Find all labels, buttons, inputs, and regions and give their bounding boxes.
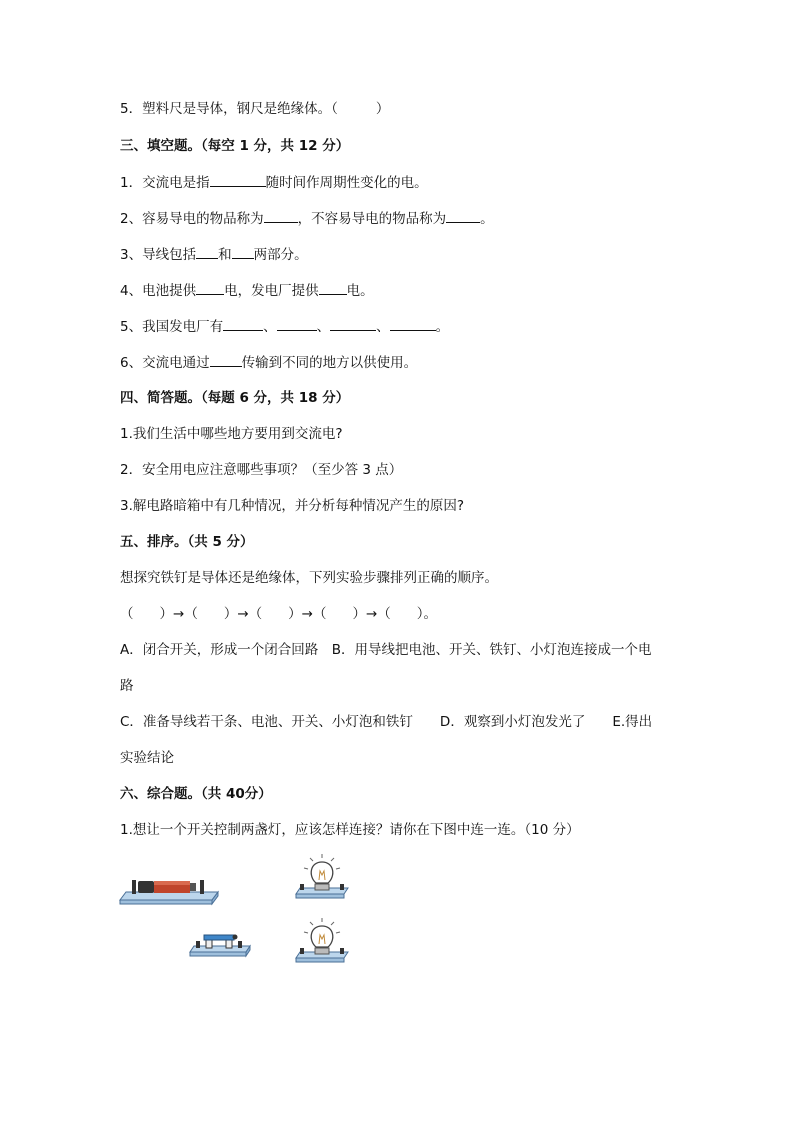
answer-blank[interactable]: [196, 245, 218, 259]
order-option-cde: C．准备导线若干条、电池、开关、小灯泡和铁钉 D．观察到小灯泡发光了 E.得出: [120, 714, 653, 730]
answer-blank[interactable]: [277, 317, 317, 331]
section-title: 三、填空题。: [120, 138, 201, 154]
section-6-heading: [120, 785, 272, 803]
knife-switch-icon[interactable]: [188, 926, 252, 960]
short-answer-1: 1.我们生活中哪些地方要用到交流电?: [120, 426, 343, 442]
light-bulb-icon[interactable]: [292, 852, 352, 902]
short-answer-2: 2．安全用电应注意哪些事项？（至少答 3 点）: [120, 462, 403, 478]
answer-blank[interactable]: [264, 209, 298, 223]
answer-blank[interactable]: [330, 317, 376, 331]
answer-blank[interactable]: [390, 317, 436, 331]
light-bulb-icon[interactable]: [292, 916, 352, 966]
answer-blank[interactable]: [210, 353, 242, 367]
battery-on-base-icon[interactable]: [118, 868, 222, 908]
section-score: （共 5 分）: [187, 534, 254, 550]
comprehensive-question-1: 1.想让一个开关控制两盏灯，应该怎样连接？请你在下图中连一连。（10 分）: [120, 822, 580, 838]
fill-question-6: 6、交流电通过 传输到不同的地方以供使用。: [120, 355, 418, 371]
order-option-cde-cont: 实验结论: [120, 750, 174, 766]
answer-blank[interactable]: [223, 317, 263, 331]
answer-blank[interactable]: [210, 173, 266, 187]
answer-blank[interactable]: [196, 281, 224, 295]
section-title: 四、简答题。: [120, 390, 201, 406]
section-title: 五、排序。: [120, 534, 188, 550]
order-option-ab-cont: 路: [120, 678, 134, 694]
judge-question-5: 5．塑料尺是导体，钢尺是绝缘体。（ ）: [120, 101, 390, 117]
section-5-heading: [120, 533, 254, 551]
section-4-heading: [120, 389, 349, 407]
fill-question-3: 3、导线包括 和 两部分。: [120, 247, 308, 263]
section-score: （每空 1 分，共 12 分）: [201, 138, 350, 154]
order-answer-row: （ ）→（ ）→（ ）→（ ）→（ ）。: [120, 606, 437, 622]
answer-blank[interactable]: [319, 281, 347, 295]
fill-question-5: 5、我国发电厂有 、 、 、 。: [120, 319, 450, 335]
section-score: （每题 6 分，共 18 分）: [201, 390, 350, 406]
answer-blank[interactable]: [446, 209, 480, 223]
section-3-heading: [120, 137, 349, 155]
order-prompt: 想探究铁钉是导体还是绝缘体，下列实验步骤排列正确的顺序。: [120, 570, 498, 586]
section-title: 六、综合题。: [120, 786, 201, 802]
short-answer-3: 3.解电路暗箱中有几种情况，并分析每种情况产生的原因?: [120, 498, 465, 514]
fill-question-2: 2、容易导电的物品称为 ，不容易导电的物品称为 。: [120, 211, 494, 227]
fill-question-1: 1．交流电是指 随时间作周期性变化的电。: [120, 175, 428, 191]
fill-question-4: 4、电池提供 电，发电厂提供 电。: [120, 283, 374, 299]
section-score: （共 40分）: [201, 786, 272, 802]
answer-blank[interactable]: [232, 245, 254, 259]
order-option-ab: A．闭合开关，形成一个闭合回路 B．用导线把电池、开关、铁钉、小灯泡连接成一个电: [120, 642, 652, 658]
